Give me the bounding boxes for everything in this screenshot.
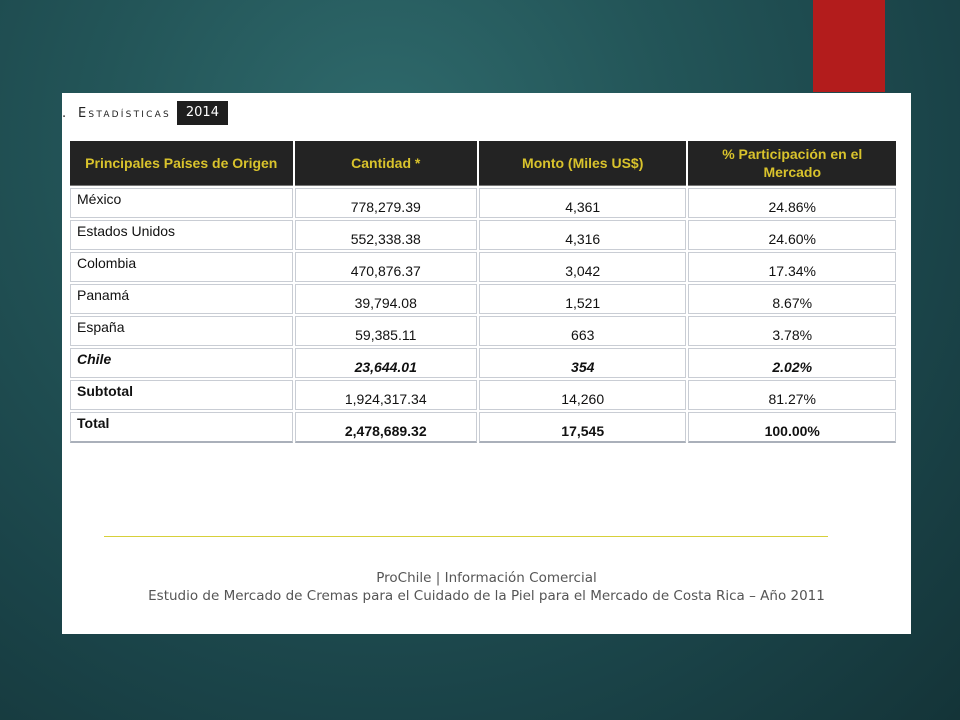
monto-cell: 354 <box>479 348 687 378</box>
participacion-cell: 24.60% <box>688 220 896 250</box>
country-cell: Subtotal <box>70 380 293 410</box>
document-page <box>62 93 911 634</box>
participacion-cell: 100.00% <box>688 412 896 443</box>
page-footer <box>62 569 911 605</box>
footer-study-title: Estudio de Mercado de Cremas para el Cuidado de la Piel para el Mercado de Costa Rica – Año 2011 <box>148 588 825 604</box>
country-cell: España <box>70 316 293 346</box>
participacion-cell: 24.86% <box>688 188 896 218</box>
table-header-row <box>70 141 896 186</box>
column-header-country: Principales Países de Origen <box>70 141 293 186</box>
heading-label: Estadísticas <box>78 105 171 121</box>
column-header-cantidad: Cantidad * <box>295 141 477 186</box>
country-cell: Total <box>70 412 293 443</box>
cantidad-cell: 1,924,317.34 <box>295 380 477 410</box>
table-row <box>70 220 896 250</box>
country-cell: Estados Unidos <box>70 220 293 250</box>
year-badge: 2014 <box>177 101 228 125</box>
monto-cell: 4,316 <box>479 220 687 250</box>
heading-prefix: . <box>62 105 67 121</box>
participacion-cell: 2.02% <box>688 348 896 378</box>
monto-cell: 14,260 <box>479 380 687 410</box>
cantidad-cell: 2,478,689.32 <box>295 412 477 443</box>
cantidad-cell: 39,794.08 <box>295 284 477 314</box>
table-row <box>70 252 896 282</box>
cantidad-cell: 23,644.01 <box>295 348 477 378</box>
footer-source: ProChile | Información Comercial <box>376 570 597 586</box>
participacion-cell: 81.27% <box>688 380 896 410</box>
footer-divider <box>104 536 828 537</box>
statistics-table <box>68 139 898 445</box>
monto-cell: 663 <box>479 316 687 346</box>
cantidad-cell: 59,385.11 <box>295 316 477 346</box>
participacion-cell: 8.67% <box>688 284 896 314</box>
country-cell: Chile <box>70 348 293 378</box>
monto-cell: 4,361 <box>479 188 687 218</box>
column-header-monto: Monto (Miles US$) <box>479 141 687 186</box>
table-row <box>70 284 896 314</box>
table-row-subtotal <box>70 380 896 410</box>
table-row-chile <box>70 348 896 378</box>
monto-cell: 1,521 <box>479 284 687 314</box>
table-row <box>70 316 896 346</box>
table-row-total <box>70 412 896 443</box>
participacion-cell: 3.78% <box>688 316 896 346</box>
country-cell: México <box>70 188 293 218</box>
monto-cell: 17,545 <box>479 412 687 443</box>
section-heading <box>62 101 228 125</box>
monto-cell: 3,042 <box>479 252 687 282</box>
cantidad-cell: 552,338.38 <box>295 220 477 250</box>
country-cell: Colombia <box>70 252 293 282</box>
red-accent-bar <box>813 0 885 92</box>
cantidad-cell: 778,279.39 <box>295 188 477 218</box>
cantidad-cell: 470,876.37 <box>295 252 477 282</box>
table-row <box>70 188 896 218</box>
participacion-cell: 17.34% <box>688 252 896 282</box>
column-header-participacion: % Participación en el Mercado <box>688 141 896 186</box>
country-cell: Panamá <box>70 284 293 314</box>
